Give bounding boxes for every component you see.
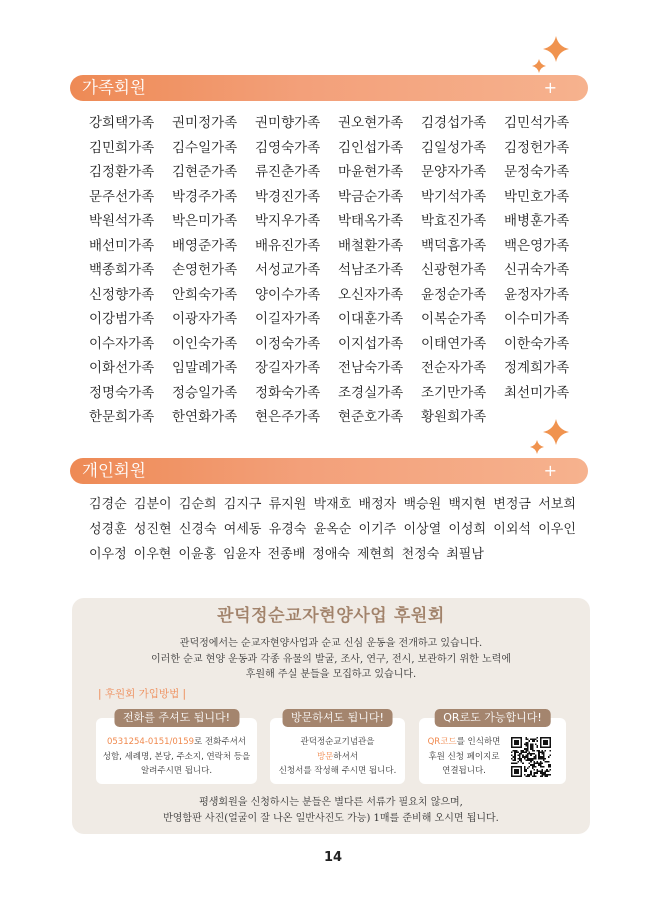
support-association-box — [72, 598, 590, 834]
family-member: 백덕흠가족 — [421, 237, 487, 254]
phone-card-line: 성함, 세례명, 본당, 주소지, 연락처 등을 — [102, 751, 251, 762]
family-member: 배영준가족 — [172, 237, 238, 254]
individual-member: 이우인 — [538, 522, 576, 537]
family-member: 류진춘가족 — [255, 164, 321, 180]
qr-highlight: QR코드 — [427, 737, 457, 747]
family-member: 오신자가족 — [338, 286, 404, 303]
individual-member: 백지현 — [448, 497, 487, 512]
family-member: 백은영가족 — [504, 237, 570, 254]
family-member: 석남조가족 — [338, 262, 404, 278]
family-member: 안희숙가족 — [172, 286, 238, 303]
family-member: 김경섭가족 — [421, 115, 487, 131]
family-member: 이지섭가족 — [338, 335, 404, 352]
individual-member: 이기주 — [358, 522, 397, 537]
phone-card-text: 로 전화주셔서 — [194, 737, 247, 747]
family-member: 이정숙가족 — [255, 335, 321, 352]
individual-member: 김경순 — [89, 497, 127, 512]
intro-line: 후원해 주실 분들을 모집하고 있습니다. — [245, 669, 417, 680]
family-member: 정화숙가족 — [255, 384, 321, 401]
qr-code[interactable] — [511, 737, 551, 777]
family-member: 권미정가족 — [172, 115, 238, 131]
individual-member: 유경숙 — [268, 522, 307, 537]
footer-line: 반영함판 사진(얼굴이 잘 나온 일반사진도 가능) 1매를 준비해 오시면 됩니다. — [163, 813, 499, 824]
family-member: 서성교가족 — [255, 262, 321, 278]
family-member: 이복순가족 — [421, 311, 487, 327]
support-footer — [72, 795, 590, 827]
family-member: 정계희가족 — [504, 360, 570, 376]
family-member: 신귀숙가족 — [504, 262, 570, 278]
family-member: 장길자가족 — [255, 360, 321, 376]
individual-member: 이상열 — [403, 522, 442, 537]
individual-member: 임윤자 — [222, 547, 261, 562]
family-member: 김영숙가족 — [255, 139, 321, 156]
family-member: 박기석가족 — [421, 188, 487, 205]
family-member: 조경실가족 — [338, 384, 404, 401]
family-member: 조기만가족 — [421, 384, 487, 401]
family-member: 박은미가족 — [172, 213, 238, 229]
family-member-list — [89, 111, 587, 430]
phone-card — [96, 711, 257, 784]
family-member: 윤정순가족 — [421, 286, 487, 303]
individual-member: 김순희 — [178, 497, 217, 512]
individual-member: 변정금 — [493, 497, 531, 512]
family-member: 김수일가족 — [172, 139, 238, 156]
qr-card — [419, 711, 566, 784]
family-member: 문양자가족 — [421, 164, 487, 180]
page-number: 14 — [323, 850, 343, 865]
family-member: 배선미가족 — [89, 237, 155, 254]
family-member: 황원희가족 — [421, 409, 487, 425]
visit-card-line: 관덕정순교기념관을 — [300, 737, 375, 747]
family-member: 전남숙가족 — [338, 360, 404, 376]
individual-member: 성경훈 — [89, 522, 127, 537]
family-member: 김일성가족 — [421, 139, 487, 156]
visit-card-header: 방문하셔도 됩니다! — [282, 709, 393, 727]
qr-card-header: QR로도 가능합니다! — [434, 709, 551, 727]
family-member: 문주선가족 — [89, 188, 155, 205]
family-member: 한연화가족 — [172, 409, 238, 425]
family-member: 박경주가족 — [172, 188, 238, 205]
individual-member: 서보희 — [538, 497, 576, 512]
family-member: 강희택가족 — [89, 115, 155, 131]
individual-member: 전종배 — [267, 547, 306, 562]
individual-member: 정애숙 — [312, 547, 350, 562]
intro-line: 관덕정에서는 순교자현양사업과 순교 신심 운동을 전개하고 있습니다. — [179, 638, 483, 649]
phone-card-line — [96, 735, 257, 750]
family-member: 한문희가족 — [89, 409, 155, 425]
family-member: 박태옥가족 — [338, 213, 404, 229]
visit-card-line: 신청서를 작성해 주시면 됩니다. — [278, 766, 397, 776]
individual-member-line — [89, 517, 576, 542]
family-member: 김인섭가족 — [338, 139, 404, 156]
family-member: 이인숙가족 — [172, 335, 238, 352]
family-member: 박민호가족 — [504, 188, 570, 205]
family-member: 이한숙가족 — [504, 335, 570, 352]
family-member: 이수미가족 — [504, 311, 570, 327]
sparkle-icon — [522, 32, 576, 76]
family-member: 임말례가족 — [172, 360, 238, 376]
visit-highlight: 방문 — [316, 751, 334, 762]
family-member: 이화선가족 — [89, 360, 155, 376]
family-member: 정승일가족 — [172, 384, 238, 401]
family-member: 마윤현가족 — [338, 164, 404, 180]
family-member: 박원석가족 — [89, 213, 155, 229]
family-member: 백종희가족 — [89, 262, 155, 278]
family-member: 이길자가족 — [255, 311, 321, 327]
family-member: 권오현가족 — [338, 115, 404, 131]
individual-member: 여세동 — [223, 522, 262, 537]
individual-member: 신경숙 — [178, 522, 217, 537]
individual-member-line — [89, 492, 576, 517]
individual-member: 성진현 — [133, 522, 172, 537]
family-member: 김민희가족 — [89, 139, 155, 156]
family-member: 윤정자가족 — [504, 286, 570, 303]
family-member: 최선미가족 — [504, 384, 570, 401]
plus-icon: + — [543, 461, 557, 480]
plus-icon: + — [543, 78, 557, 97]
family-member: 권미향가족 — [255, 115, 321, 131]
family-member: 이태연가족 — [421, 335, 487, 352]
visit-card-body — [270, 735, 405, 779]
individual-member: 최필남 — [446, 547, 484, 562]
family-member: 전순자가족 — [421, 360, 487, 376]
family-member: 김정환가족 — [89, 164, 155, 180]
individual-member: 김분이 — [133, 497, 172, 512]
family-member: 신정향가족 — [89, 286, 155, 303]
qr-card-line — [423, 735, 505, 750]
individual-member: 이우정 — [89, 547, 127, 562]
qr-card-body — [423, 735, 505, 779]
family-member: 현준호가족 — [338, 409, 404, 425]
sparkle-icon — [522, 415, 576, 459]
family-member: 김정헌가족 — [504, 139, 570, 156]
qr-card-text: 를 인식하면 — [456, 737, 501, 747]
phone-card-line: 알려주시면 됩니다. — [140, 766, 213, 776]
family-member: 정명숙가족 — [89, 384, 155, 401]
family-member: 박효진가족 — [421, 213, 487, 229]
support-box-title: 관덕정순교자현양사업 후원회 — [217, 606, 445, 626]
phone-card-body — [96, 735, 257, 779]
qr-card-line: 후원 신청 페이지로 — [428, 751, 500, 762]
family-member: 박경진가족 — [255, 188, 321, 205]
individual-member: 이외석 — [493, 522, 531, 537]
family-member: 김현준가족 — [172, 164, 238, 180]
family-member: 김민석가족 — [504, 115, 570, 131]
family-member: 양이수가족 — [255, 286, 321, 303]
individual-member: 배정자 — [358, 497, 397, 512]
phone-card-header: 전화를 주셔도 됩니다! — [114, 709, 239, 727]
support-intro — [72, 636, 590, 683]
individual-member: 이성희 — [448, 522, 487, 537]
footer-line: 평생회원을 신청하시는 분들은 별다른 서류가 필요치 않으며, — [199, 797, 463, 808]
phone-number: 0531254-0151/0159 — [106, 737, 195, 747]
visit-card — [270, 711, 405, 784]
individual-member: 윤옥순 — [313, 522, 352, 537]
family-member: 박지우가족 — [255, 213, 321, 229]
family-member: 배유진가족 — [255, 237, 321, 254]
family-member: 이광자가족 — [172, 311, 238, 327]
family-member: 손영헌가족 — [172, 262, 238, 278]
family-member: 이대훈가족 — [338, 311, 404, 327]
individual-section-title: 개인회원 — [82, 461, 146, 480]
individual-member: 제현희 — [356, 547, 395, 562]
family-section-title: 가족회원 — [82, 78, 146, 97]
intro-line: 이러한 순교 현양 운동과 각종 유물의 발굴, 조사, 연구, 전시, 보관하기 위한 노력에 — [151, 653, 511, 665]
family-member: 이수자가족 — [89, 335, 155, 352]
family-member: 현은주가족 — [255, 409, 321, 425]
individual-section-header — [70, 458, 588, 484]
family-section-header — [70, 75, 588, 101]
individual-member: 류지원 — [268, 497, 307, 512]
individual-member: 이우현 — [133, 547, 172, 562]
family-member: 배철환가족 — [338, 237, 404, 254]
family-member: 문정숙가족 — [504, 164, 570, 180]
family-member: 배병훈가족 — [504, 213, 570, 229]
family-member: 박금순가족 — [338, 188, 404, 205]
visit-card-text: 하셔서 — [333, 751, 359, 762]
individual-member-line — [89, 542, 484, 567]
individual-member: 김지구 — [223, 497, 262, 512]
visit-card-line — [270, 750, 405, 765]
how-to-join-label: | 후원회 가입방법 | — [98, 688, 187, 700]
family-member: 이강범가족 — [89, 311, 155, 327]
individual-member-list — [89, 492, 576, 567]
individual-member: 백승원 — [403, 497, 442, 512]
qr-card-line: 연결됩니다. — [442, 766, 486, 776]
individual-member: 박재호 — [313, 497, 352, 512]
individual-member: 천정숙 — [401, 547, 440, 562]
family-member: 신광현가족 — [421, 262, 487, 278]
individual-member: 이윤홍 — [178, 547, 216, 562]
